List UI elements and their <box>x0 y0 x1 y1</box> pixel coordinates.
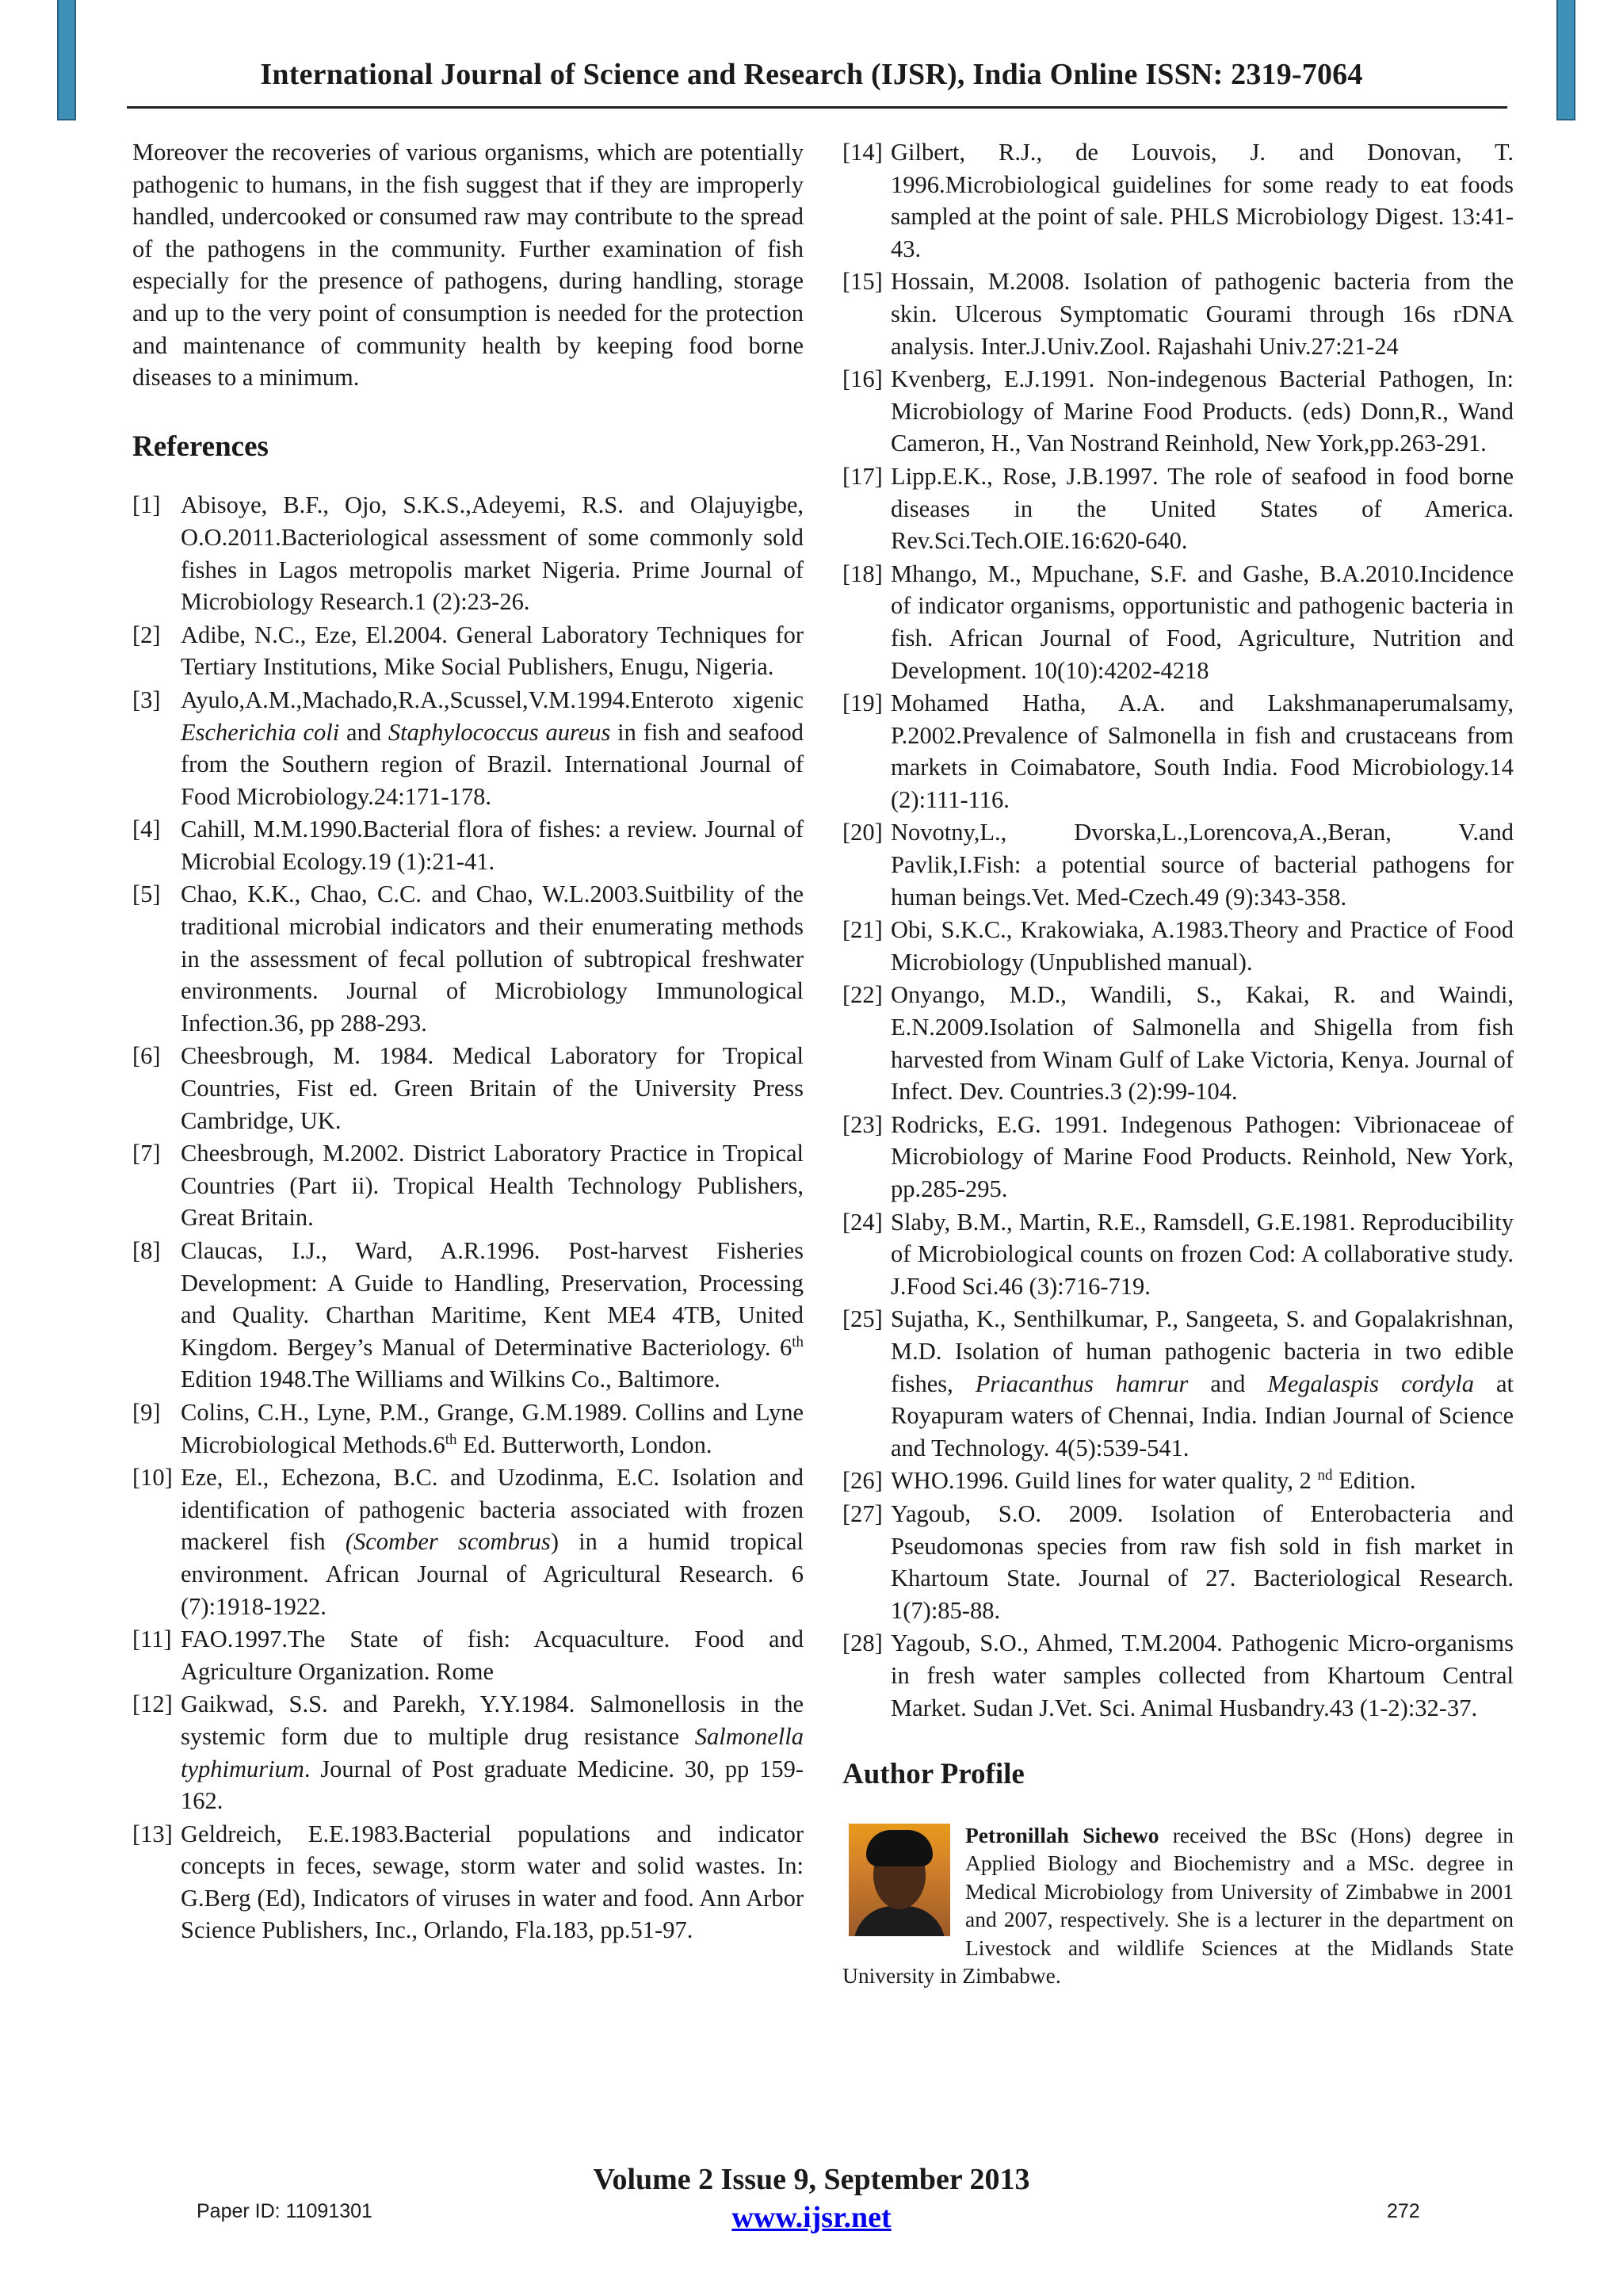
reference-text: Geldreich, E.E.1983.Bacterial populations and indicator concepts in feces, sewage, storm water and solid wastes. In: G.Berg (Ed), Indicators of viruses in water and food. Ann Arbor Science Publishers, Inc., Orlando, Fla.183, pp.51-97. <box>181 1820 804 1944</box>
author-profile <box>842 1821 1514 1990</box>
footer-page-number: 272 <box>1387 2200 1420 2222</box>
reference-number: [28] <box>842 1629 883 1657</box>
reference-number: [17] <box>842 462 883 490</box>
reference-text: Claucas, I.J., Ward, A.R.1996. Post-harvest Fisheries Development: A Guide to Handling, Preservation, Processing and Quality. Charthan Maritime, Kent ME4 4TB, United Kingdom. Bergey’s Manual of Determinative Bacteriology. 6th Edition 1948.The Williams and Wilkins Co., Baltimore. <box>181 1237 804 1393</box>
reference-number: [2] <box>132 621 161 648</box>
reference-item <box>132 1688 804 1817</box>
reference-text: Mhango, M., Mpuchane, S.F. and Gashe, B.A.2010.Incidence of indicator organisms, opportunistic and pathogenic bacteria in fish. African Journal of Food, Agriculture, Nutrition and Development. 10(10):4202-4218 <box>891 560 1514 684</box>
reference-number: [20] <box>842 819 883 846</box>
author-photo <box>849 1824 950 1936</box>
reference-item <box>842 136 1514 265</box>
reference-number: [27] <box>842 1499 883 1527</box>
reference-text: Yagoub, S.O. 2009. Isolation of Enterobacteria and Pseudomonas species from raw fish sold in fish market in Khartoum State. Journal of 27. Bacteriological Research. 1(7):85-88. <box>891 1499 1514 1624</box>
reference-item <box>132 1396 804 1461</box>
reference-item <box>132 1137 804 1234</box>
reference-item <box>842 816 1514 913</box>
author-profile-heading: Author Profile <box>842 1758 1025 1791</box>
reference-number: [11] <box>132 1626 172 1653</box>
reference-text: Onyango, M.D., Wandili, S., Kakai, R. and Waindi, E.N.2009.Isolation of Salmonella and Shigella from fish harvested from Winam Gulf of Lake Victoria, Kenya. Journal of Infect. Dev. Countries.3 (2):99-104. <box>891 981 1514 1106</box>
reference-text: Cahill, M.M.1990.Bacterial flora of fishes: a review. Journal of Microbial Ecology.19 (1):21-41. <box>181 816 804 875</box>
reference-text: Abisoye, B.F., Ojo, S.K.S.,Adeyemi, R.S. and Olajuyigbe, O.O.2011.Bacteriological assessment of some commonly sold fishes in Lagos metropolis market Nigeria. Prime Journal of Microbiology Research.1 (2):23-26. <box>181 491 804 616</box>
reference-item <box>132 489 804 617</box>
reference-text: WHO.1996. Guild lines for water quality, 2 $^{nd}$ Edition. <box>891 1467 1416 1495</box>
reference-text: Chao, K.K., Chao, C.C. and Chao, W.L.2003.Suitbility of the traditional microbial indicators and their enumerating methods in the assessment of fecal pollution of subtropical freshwater environments. Journal of Microbiology Immunological Infection.36, pp 288-293. <box>181 881 804 1037</box>
reference-text: Adibe, N.C., Eze, El.2004. General Laboratory Techniques for Tertiary Institutions, Mike Social Publishers, Enugu, Nigeria. <box>181 621 804 681</box>
reference-number: [7] <box>132 1140 161 1167</box>
right-column <box>842 136 1514 1990</box>
reference-number: [13] <box>132 1820 173 1847</box>
reference-text: Obi, S.K.C., Krakowiaka, A.1983.Theory and Practice of Food Microbiology (Unpublished manual). <box>891 916 1514 976</box>
journal-header-title: International Journal of Science and Research (IJSR), India Online ISSN: 2319-7064 <box>260 58 1363 91</box>
footer-issue: Volume 2 Issue 9, September 2013 <box>593 2163 1030 2196</box>
reference-item <box>842 1303 1514 1464</box>
reference-number: [15] <box>842 268 883 296</box>
reference-text: Gilbert, R.J., de Louvois, J. and Donovan, T. 1996.Microbiological guidelines for some ready to eat foods sampled at the point of sale. PHLS Microbiology Digest. 13:41-43. <box>891 139 1514 262</box>
reference-list-left <box>132 489 804 1946</box>
reference-item <box>842 979 1514 1107</box>
reference-number: [16] <box>842 365 883 393</box>
reference-text: Lipp.E.K., Rose, J.B.1997. The role of seafood in food borne diseases in the United States of America. Rev.Sci.Tech.OIE.16:620-640. <box>891 462 1514 555</box>
reference-number: [9] <box>132 1398 161 1426</box>
reference-item <box>132 619 804 683</box>
reference-item <box>842 1109 1514 1205</box>
reference-item <box>842 558 1514 686</box>
reference-number: [23] <box>842 1110 883 1138</box>
reference-text: Mohamed Hatha, A.A. and Lakshmanaperumalsamy, P.2002.Prevalence of Salmonella in fish and crustaceans from markets in Coimabatore, South India. Food Microbiology.14 (2):111-116. <box>891 690 1514 813</box>
reference-item <box>842 1498 1514 1626</box>
reference-item <box>842 460 1514 557</box>
reference-item <box>132 1461 804 1622</box>
reference-text: Colins, C.H., Lyne, P.M., Grange, G.M.1989. Collins and Lyne Microbiological Methods.6th Ed. Butterworth, London. <box>181 1398 804 1458</box>
reference-item <box>132 878 804 1039</box>
reference-text: Gaikwad, S.S. and Parekh, Y.Y.1984. Salmonellosis in the systemic form due to multiple drug resistance Salmonella typhimurium. Journal of Post graduate Medicine. 30, pp 159-162. <box>181 1690 804 1815</box>
reference-item <box>842 914 1514 978</box>
reference-number: [19] <box>842 690 883 717</box>
reference-text: Eze, El., Echezona, B.C. and Uzodinma, E.C. Isolation and identification of pathogenic bacteria associated with frozen mackerel fish (Scomber scombrus) in a humid tropical environment. African Journal of Agricultural Research. 6 (7):1918-1922. <box>181 1464 804 1620</box>
author-bio: received the BSc (Hons) degree in Applied Biology and Biochemistry and a MSc. degree in Medical Microbiology from University of Zimbabwe in 2001 and 2007, respectively. She is a lecturer in the department on Livestock and wildlife Sciences at the Midlands State University in Zimbabwe. <box>842 1822 1514 1988</box>
reference-list-right <box>842 136 1514 1724</box>
reference-text: Yagoub, S.O., Ahmed, T.M.2004. Pathogenic Micro-organisms in fresh water samples collected from Khartoum Central Market. Sudan J.Vet. Sci. Animal Husbandry.43 (1-2):32-37. <box>891 1629 1514 1721</box>
reference-item <box>842 266 1514 362</box>
reference-number: [8] <box>132 1237 161 1264</box>
reference-text: Rodricks, E.G. 1991. Indegenous Pathogen: Vibrionaceae of Microbiology of Marine Food Products. Reinhold, New York, pp.285-295. <box>891 1110 1514 1202</box>
reference-text: FAO.1997.The State of fish: Acquaculture. Food and Agriculture Organization. Rome <box>181 1626 804 1685</box>
reference-item <box>842 687 1514 816</box>
reference-item <box>842 1206 1514 1303</box>
reference-text: Hossain, M.2008. Isolation of pathogenic bacteria from the skin. Ulcerous Symptomatic Gourami through 16s rDNA analysis. Inter.J.Univ.Zool. Rajashahi Univ.27:21-24 <box>891 268 1514 360</box>
reference-number: [24] <box>842 1208 883 1236</box>
references-heading: References <box>132 430 269 463</box>
reference-text: Slaby, B.M., Martin, R.E., Ramsdell, G.E.1981. Reproducibility of Microbiological counts on frozen Cod: A collaborative study. J.Food Sci.46 (3):716-719. <box>891 1208 1514 1300</box>
reference-number: [4] <box>132 816 161 843</box>
reference-number: [25] <box>842 1305 883 1333</box>
reference-text: Kvenberg, E.J.1991. Non-indegenous Bacterial Pathogen, In: Microbiology of Marine Food Products. (eds) Donn,R., Wand Cameron, H., Van Nostrand Reinhold, New York,pp.263-291. <box>891 365 1514 457</box>
footer-journal-link[interactable]: www.ijsr.net <box>731 2201 892 2234</box>
reference-item <box>842 1465 1514 1497</box>
reference-text: Novotny,L., Dvorska,L.,Lorencova,A.,Beran, V.and Pavlik,I.Fish: a potential source of bacterial pathogens for human beings.Vet. Med-Czech.49 (9):343-358. <box>891 819 1514 911</box>
reference-text: Sujatha, K., Senthilkumar, P., Sangeeta, S. and Gopalakrishnan, M.D. Isolation of human pathogenic bacteria in two edible fishes, Priacanthus hamrur and Megalaspis cordyla at Royapuram waters of Chennai, India. Indian Journal of Science and Technology. 4(5):539-541. <box>891 1305 1514 1461</box>
reference-item <box>132 684 804 812</box>
reference-item <box>132 1818 804 1946</box>
reference-item <box>132 813 804 877</box>
reference-number: [14] <box>842 139 883 166</box>
reference-number: [1] <box>132 491 161 519</box>
reference-number: [18] <box>842 560 883 587</box>
reference-text: Cheesbrough, M.2002. District Laboratory Practice in Tropical Countries (Part ii). Tropical Health Technology Publishers, Great Britain. <box>181 1140 804 1232</box>
footer-paper-id: Paper ID: 11091301 <box>197 2200 372 2222</box>
reference-item <box>842 363 1514 460</box>
reference-number: [22] <box>842 981 883 1009</box>
header-divider <box>127 106 1507 109</box>
reference-number: [10] <box>132 1464 173 1492</box>
conclusion-paragraph: Moreover the recoveries of various organisms, which are potentially pathogenic to humans, in the fish suggest that if they are improperly handled, undercooked or consumed raw may contribute to the spread of the pathogens in the community. Further examination of fish especially for the presence of pathogens, during handling, storage and up to the very point of consumption is needed for the protection and maintenance of community health by keeping food borne diseases to a minimum. <box>132 139 804 392</box>
reference-number: [5] <box>132 881 161 908</box>
reference-item <box>132 1235 804 1396</box>
reference-number: [6] <box>132 1042 161 1070</box>
reference-item <box>132 1623 804 1687</box>
author-name: Petronillah Sichewo <box>965 1822 1159 1847</box>
reference-text: Cheesbrough, M. 1984. Medical Laboratory for Tropical Countries, Fist ed. Green Britain of the University Press Cambridge, UK. <box>181 1042 804 1134</box>
reference-number: [12] <box>132 1690 173 1718</box>
reference-number: [26] <box>842 1467 883 1495</box>
reference-number: [21] <box>842 916 883 944</box>
reference-number: [3] <box>132 686 161 713</box>
left-column <box>132 136 804 1947</box>
reference-item <box>842 1627 1514 1724</box>
reference-text: Ayulo,A.M.,Machado,R.A.,Scussel,V.M.1994.Enteroto xigenic Escherichia coli and Staphylococcus aureus in fish and seafood from the Southern region of Brazil. International Journal of Food Microbiology.24:171-178. <box>181 686 804 810</box>
reference-item <box>132 1040 804 1137</box>
